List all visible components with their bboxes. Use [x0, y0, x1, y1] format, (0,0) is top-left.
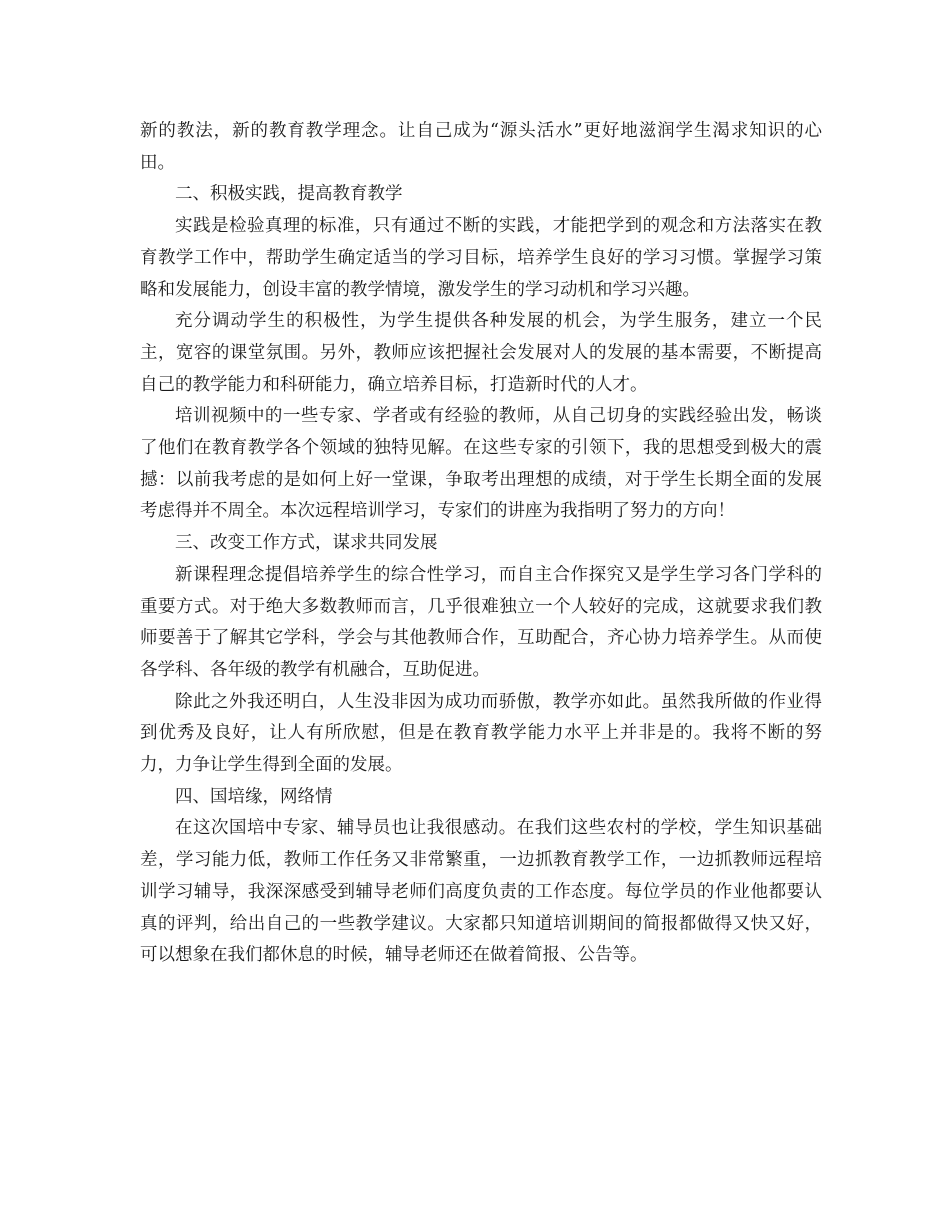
paragraph: 实践是检验真理的标准，只有通过不断的实践，才能把学到的观念和方法落实在教育教学工作中，帮助学生确定适当的学习目标，培养学生良好的学习习惯。掌握学习策略和发展能力，创设丰富的教学情境，激发学生的学习动机和学习兴趣。: [140, 216, 822, 300]
paragraph: 在这次国培中专家、辅导员也让我很感动。在我们这些农村的学校，学生知识基础差，学习能力低，教师工作任务又非常繁重，一边抓教育教学工作，一边抓教师远程培训学习辅导，我深深感受到辅导老师们高度负责的工作态度。每位学员的作业他都要认真的评判，给出自己的一些教学建议。大家都只知道培训期间的简报都做得又快又好，可以想象在我们都休息的时候，辅导老师还在做着简报、公告等。: [140, 818, 822, 966]
paragraph-continuation: 新的教法，新的教育教学理念。让自己成为“源头活水”更好地滋润学生渴求知识的心田。: [140, 121, 822, 173]
paragraph: 新课程理念提倡培养学生的综合性学习，而自主合作探究又是学生学习各门学科的重要方式。对于绝大多数教师而言，几乎很难独立一个人较好的完成，这就要求我们教师要善于了解其它学科，学会与其他教师合作，互助配合，齐心协力培养学生。从而使各学科、各年级的教学有机融合，互助促进。: [140, 564, 822, 680]
section-heading-2: 二、积极实践，提高教育教学: [175, 184, 403, 205]
section-heading-3: 三、改变工作方式，谋求共同发展: [175, 533, 438, 554]
paragraph: 充分调动学生的积极性，为学生提供各种发展的机会，为学生服务，建立一个民主，宽容的课堂氛围。另外，教师应该把握社会发展对人的发展的基本需要，不断提高自己的教学能力和科研能力，确立培养目标，打造新时代的人才。: [140, 311, 822, 395]
section-heading-4: 四、国培缘，网络情: [175, 786, 333, 807]
paragraph: 除此之外我还明白，人生没非因为成功而骄傲，教学亦如此。虽然我所做的作业得到优秀及良好，让人有所欣慰，但是在教育教学能力水平上并非是的。我将不断的努力，力争让学生得到全面的发展。: [140, 691, 822, 776]
paragraph: 培训视频中的一些专家、学者或有经验的教师，从自己切身的实践经验出发，畅谈了他们在教育教学各个领域的独特见解。在这些专家的引领下，我的思想受到极大的震撼：以前我考虑的是如何上好一堂课，争取考出理想的成绩，对于学生长期全面的发展考虑得并不周全。本次远程培训学习，专家们的讲座为我指明了努力的方向！: [140, 406, 822, 522]
document-page: [140, 116, 822, 972]
